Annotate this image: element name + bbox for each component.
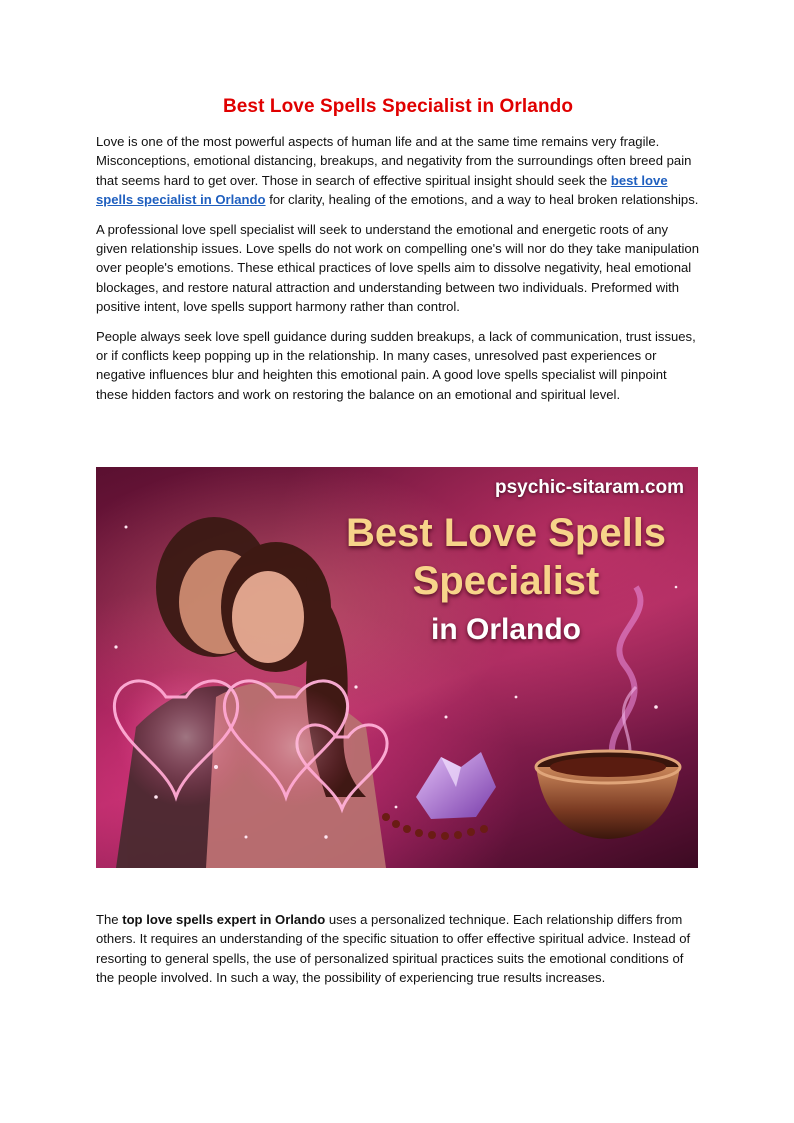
document-body	[96, 96, 700, 414]
paragraph-guidance: People always seek love spell guidance during sudden breakups, a lack of communication, trust issues, or if conflicts keep popping up in the relationship. In many cases, unresolved past experiences or negative influences blur and heighten this emotional pain. A good love spells specialist will pinpoint these hidden factors and work on restoring the balance on an emotional and spiritual level.	[96, 328, 696, 402]
banner-website: psychic-sitaram.com	[494, 477, 684, 498]
paragraph-personalized	[96, 910, 700, 988]
page-title: Best Love Spells Specialist in Orlando	[222, 96, 574, 117]
singing-bowl	[536, 751, 680, 839]
paragraph-personalized-post: uses a personalized technique. Each relationship differs from others. It requires an understanding of the specific situation to offer effective spiritual advice. Instead of resorting to general spells, the use of personalized spiritual practices suits the emotional conditions of the people involved. In such a way, the possibility of experiencing true results increases.	[96, 912, 691, 986]
banner-title-line-3: in Orlando	[431, 613, 581, 646]
paragraph-intro	[96, 132, 700, 210]
paragraph-intro-text-after: for clarity, healing of the emotions, and a way to heal broken relationships.	[265, 192, 699, 208]
banner-title-line-1: Best Love Spells	[345, 511, 667, 555]
amethyst-crystal	[416, 752, 496, 819]
banner-title-line-2: Specialist	[412, 559, 600, 603]
document-body-continued	[96, 910, 700, 998]
paragraph-personalized-bold: top love spells expert in Orlando	[122, 912, 326, 927]
specialist-link[interactable]: best love spells specialist in Orlando	[96, 172, 668, 208]
paragraph-professional: A professional love spell specialist will seek to understand the emotional and energetic roots of any given relationship issues. Love spells do not work on compelling one's will nor do they take manipulation over people's emotions. These ethical practices of love spells aim to dissolve negativity, heal emotional blockages, and restore natural attraction and understanding between two individuals. Preformed with positive intent, love spells support harmony rather than control.	[96, 221, 699, 315]
paragraph-personalized-pre: The	[96, 912, 123, 927]
promo-banner-image	[96, 467, 698, 868]
paragraph-intro-text-before: Love is one of the most powerful aspects of human life and at the same time remains very fragile. Misconceptions, emotional distancing, breakups, and negativity from the surroundings often breed pain that seems hard to get over. Those in search of effective spiritual insight should seek the	[96, 134, 692, 188]
